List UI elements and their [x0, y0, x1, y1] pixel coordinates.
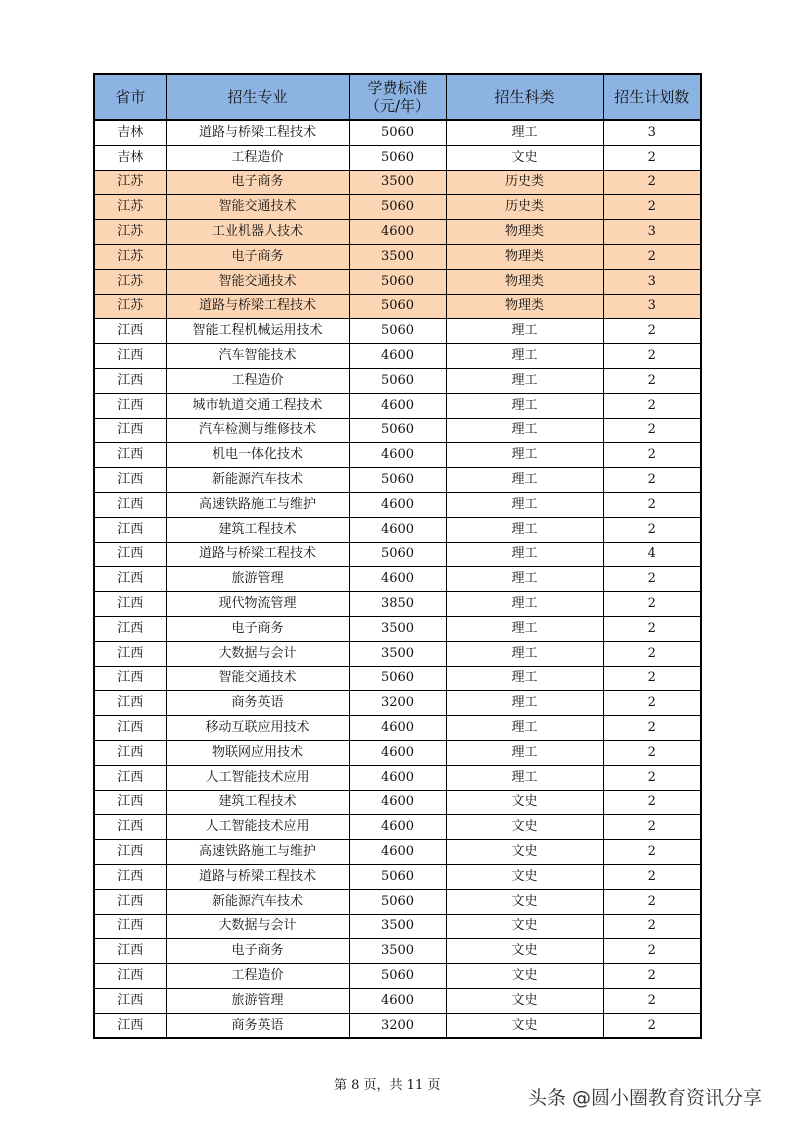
table-row — [94, 244, 701, 269]
category-cell: 文史 — [446, 145, 603, 170]
tuition-cell: 4600 — [349, 716, 446, 741]
plan-count-cell: 2 — [603, 443, 701, 468]
province-cell: 江西 — [94, 914, 166, 939]
province-cell: 江西 — [94, 393, 166, 418]
major-cell: 机电一体化技术 — [166, 443, 349, 468]
major-cell: 商务英语 — [166, 1013, 349, 1038]
category-cell: 理工 — [446, 567, 603, 592]
major-cell: 道路与桥梁工程技术 — [166, 120, 349, 145]
category-cell: 理工 — [446, 666, 603, 691]
plan-count-cell: 2 — [603, 889, 701, 914]
table-row — [94, 170, 701, 195]
major-cell: 建筑工程技术 — [166, 790, 349, 815]
tuition-cell: 4600 — [349, 393, 446, 418]
category-cell: 物理类 — [446, 244, 603, 269]
plan-count-cell: 2 — [603, 988, 701, 1013]
province-cell: 江西 — [94, 542, 166, 567]
category-cell: 理工 — [446, 443, 603, 468]
category-cell: 文史 — [446, 1013, 603, 1038]
tuition-cell: 4600 — [349, 988, 446, 1013]
tuition-cell: 4600 — [349, 443, 446, 468]
major-cell: 智能交通技术 — [166, 195, 349, 220]
plan-count-cell: 2 — [603, 641, 701, 666]
plan-count-cell: 2 — [603, 170, 701, 195]
table-row — [94, 542, 701, 567]
header-province: 省市 — [94, 74, 166, 120]
category-cell: 文史 — [446, 889, 603, 914]
category-cell: 理工 — [446, 740, 603, 765]
category-cell: 理工 — [446, 368, 603, 393]
tuition-cell: 5060 — [349, 294, 446, 319]
header-plan-count: 招生计划数 — [603, 74, 701, 120]
major-cell: 汽车检测与维修技术 — [166, 418, 349, 443]
tuition-cell: 4600 — [349, 344, 446, 369]
tuition-cell: 5060 — [349, 418, 446, 443]
table-row — [94, 195, 701, 220]
table-row — [94, 765, 701, 790]
category-cell: 文史 — [446, 964, 603, 989]
province-cell: 江西 — [94, 790, 166, 815]
province-cell: 江苏 — [94, 170, 166, 195]
tuition-cell: 4600 — [349, 567, 446, 592]
province-cell: 江西 — [94, 443, 166, 468]
tuition-cell: 5060 — [349, 319, 446, 344]
table-row — [94, 1013, 701, 1038]
tuition-cell: 5060 — [349, 368, 446, 393]
major-cell: 移动互联应用技术 — [166, 716, 349, 741]
plan-count-cell: 3 — [603, 269, 701, 294]
major-cell: 智能交通技术 — [166, 269, 349, 294]
plan-count-cell: 2 — [603, 145, 701, 170]
tuition-cell: 3500 — [349, 244, 446, 269]
plan-count-cell: 2 — [603, 244, 701, 269]
plan-count-cell: 2 — [603, 567, 701, 592]
tuition-cell: 5060 — [349, 542, 446, 567]
header-tuition: 学费标准 （元/年） — [349, 74, 446, 120]
tuition-cell: 3500 — [349, 939, 446, 964]
tuition-cell: 3200 — [349, 1013, 446, 1038]
major-cell: 建筑工程技术 — [166, 517, 349, 542]
province-cell: 江西 — [94, 1013, 166, 1038]
table-body — [94, 120, 701, 1038]
table-row — [94, 864, 701, 889]
province-cell: 江西 — [94, 864, 166, 889]
category-cell: 理工 — [446, 641, 603, 666]
table-row — [94, 468, 701, 493]
table-row — [94, 567, 701, 592]
table-row — [94, 691, 701, 716]
category-cell: 物理类 — [446, 269, 603, 294]
table-row — [94, 145, 701, 170]
category-cell: 文史 — [446, 840, 603, 865]
table-row — [94, 443, 701, 468]
tuition-cell: 4600 — [349, 790, 446, 815]
major-cell: 道路与桥梁工程技术 — [166, 542, 349, 567]
major-cell: 大数据与会计 — [166, 641, 349, 666]
major-cell: 工程造价 — [166, 964, 349, 989]
plan-count-cell: 2 — [603, 368, 701, 393]
major-cell: 物联网应用技术 — [166, 740, 349, 765]
province-cell: 江西 — [94, 666, 166, 691]
category-cell: 文史 — [446, 815, 603, 840]
province-cell: 江西 — [94, 468, 166, 493]
category-cell: 历史类 — [446, 195, 603, 220]
major-cell: 新能源汽车技术 — [166, 889, 349, 914]
plan-count-cell: 2 — [603, 740, 701, 765]
plan-count-cell: 2 — [603, 393, 701, 418]
province-cell: 江西 — [94, 765, 166, 790]
plan-count-cell: 2 — [603, 666, 701, 691]
tuition-cell: 4600 — [349, 815, 446, 840]
plan-count-cell: 2 — [603, 914, 701, 939]
tuition-cell: 5060 — [349, 269, 446, 294]
plan-count-cell: 2 — [603, 790, 701, 815]
major-cell: 高速铁路施工与维护 — [166, 840, 349, 865]
table-row — [94, 964, 701, 989]
category-cell: 文史 — [446, 988, 603, 1013]
table-row — [94, 492, 701, 517]
category-cell: 理工 — [446, 393, 603, 418]
major-cell: 工程造价 — [166, 145, 349, 170]
province-cell: 江西 — [94, 319, 166, 344]
page-number: 第 8 页，共 11 页 — [334, 1078, 441, 1093]
plan-count-cell: 2 — [603, 691, 701, 716]
plan-count-cell: 2 — [603, 319, 701, 344]
province-cell: 江苏 — [94, 220, 166, 245]
table-row — [94, 815, 701, 840]
tuition-cell: 4600 — [349, 220, 446, 245]
tuition-cell: 5060 — [349, 468, 446, 493]
table-row — [94, 740, 701, 765]
category-cell: 理工 — [446, 517, 603, 542]
tuition-cell: 4600 — [349, 517, 446, 542]
plan-count-cell: 2 — [603, 939, 701, 964]
major-cell: 道路与桥梁工程技术 — [166, 864, 349, 889]
category-cell: 理工 — [446, 765, 603, 790]
plan-count-cell: 2 — [603, 815, 701, 840]
major-cell: 道路与桥梁工程技术 — [166, 294, 349, 319]
table-row — [94, 914, 701, 939]
plan-count-cell: 2 — [603, 765, 701, 790]
plan-count-cell: 2 — [603, 195, 701, 220]
tuition-cell: 5060 — [349, 964, 446, 989]
province-cell: 吉林 — [94, 120, 166, 145]
plan-count-cell: 3 — [603, 220, 701, 245]
plan-count-cell: 3 — [603, 294, 701, 319]
category-cell: 文史 — [446, 864, 603, 889]
province-cell: 江西 — [94, 641, 166, 666]
table-row — [94, 393, 701, 418]
major-cell: 大数据与会计 — [166, 914, 349, 939]
tuition-cell: 5060 — [349, 120, 446, 145]
major-cell: 新能源汽车技术 — [166, 468, 349, 493]
province-cell: 江西 — [94, 616, 166, 641]
major-cell: 工业机器人技术 — [166, 220, 349, 245]
table-row — [94, 517, 701, 542]
category-cell: 理工 — [446, 716, 603, 741]
category-cell: 理工 — [446, 691, 603, 716]
tuition-cell: 4600 — [349, 740, 446, 765]
table-row — [94, 716, 701, 741]
category-cell: 文史 — [446, 790, 603, 815]
major-cell: 电子商务 — [166, 616, 349, 641]
table-row — [94, 641, 701, 666]
plan-count-cell: 2 — [603, 964, 701, 989]
major-cell: 商务英语 — [166, 691, 349, 716]
province-cell: 江西 — [94, 592, 166, 617]
category-cell: 理工 — [446, 616, 603, 641]
plan-count-cell: 3 — [603, 120, 701, 145]
major-cell: 旅游管理 — [166, 567, 349, 592]
major-cell: 工程造价 — [166, 368, 349, 393]
province-cell: 江西 — [94, 716, 166, 741]
tuition-cell: 3500 — [349, 641, 446, 666]
province-cell: 江西 — [94, 939, 166, 964]
table-row — [94, 120, 701, 145]
category-cell: 理工 — [446, 468, 603, 493]
major-cell: 智能交通技术 — [166, 666, 349, 691]
major-cell: 电子商务 — [166, 939, 349, 964]
major-cell: 高速铁路施工与维护 — [166, 492, 349, 517]
plan-count-cell: 2 — [603, 716, 701, 741]
major-cell: 城市轨道交通工程技术 — [166, 393, 349, 418]
table-row — [94, 939, 701, 964]
tuition-cell: 3500 — [349, 616, 446, 641]
header-major: 招生专业 — [166, 74, 349, 120]
table-row — [94, 840, 701, 865]
plan-count-cell: 4 — [603, 542, 701, 567]
tuition-cell: 4600 — [349, 492, 446, 517]
category-cell: 理工 — [446, 319, 603, 344]
category-cell: 历史类 — [446, 170, 603, 195]
province-cell: 江西 — [94, 889, 166, 914]
major-cell: 旅游管理 — [166, 988, 349, 1013]
province-cell: 江西 — [94, 344, 166, 369]
province-cell: 江苏 — [94, 294, 166, 319]
plan-count-cell: 2 — [603, 468, 701, 493]
plan-count-cell: 2 — [603, 517, 701, 542]
category-cell: 理工 — [446, 492, 603, 517]
province-cell: 江西 — [94, 492, 166, 517]
watermark: 头条 @圆小圈教育资讯分享 — [528, 1087, 763, 1109]
plan-count-cell: 2 — [603, 492, 701, 517]
province-cell: 江西 — [94, 418, 166, 443]
category-cell: 理工 — [446, 120, 603, 145]
plan-count-cell: 2 — [603, 344, 701, 369]
province-cell: 江西 — [94, 840, 166, 865]
province-cell: 江西 — [94, 567, 166, 592]
tuition-cell: 3850 — [349, 592, 446, 617]
major-cell: 人工智能技术应用 — [166, 815, 349, 840]
province-cell: 江西 — [94, 368, 166, 393]
province-cell: 吉林 — [94, 145, 166, 170]
header-category: 招生科类 — [446, 74, 603, 120]
province-cell: 江西 — [94, 988, 166, 1013]
tuition-cell: 4600 — [349, 840, 446, 865]
category-cell: 理工 — [446, 592, 603, 617]
table-row — [94, 616, 701, 641]
table-row — [94, 889, 701, 914]
table-row — [94, 592, 701, 617]
table-row — [94, 368, 701, 393]
header-row — [94, 74, 701, 120]
major-cell: 人工智能技术应用 — [166, 765, 349, 790]
category-cell: 物理类 — [446, 294, 603, 319]
table-row — [94, 294, 701, 319]
category-cell: 理工 — [446, 418, 603, 443]
category-cell: 文史 — [446, 914, 603, 939]
province-cell: 江苏 — [94, 195, 166, 220]
plan-count-cell: 2 — [603, 616, 701, 641]
category-cell: 理工 — [446, 542, 603, 567]
province-cell: 江苏 — [94, 244, 166, 269]
table-row — [94, 319, 701, 344]
major-cell: 现代物流管理 — [166, 592, 349, 617]
major-cell: 电子商务 — [166, 244, 349, 269]
province-cell: 江西 — [94, 815, 166, 840]
tuition-cell: 5060 — [349, 889, 446, 914]
province-cell: 江西 — [94, 517, 166, 542]
province-cell: 江苏 — [94, 269, 166, 294]
plan-count-cell: 2 — [603, 864, 701, 889]
province-cell: 江西 — [94, 691, 166, 716]
table-row — [94, 790, 701, 815]
tuition-cell: 3500 — [349, 170, 446, 195]
tuition-cell: 5060 — [349, 864, 446, 889]
table-row — [94, 666, 701, 691]
plan-count-cell: 2 — [603, 1013, 701, 1038]
category-cell: 物理类 — [446, 220, 603, 245]
table-row — [94, 988, 701, 1013]
table-row — [94, 418, 701, 443]
enrollment-plan-table — [93, 73, 702, 1039]
table-row — [94, 220, 701, 245]
tuition-cell: 3200 — [349, 691, 446, 716]
tuition-cell: 5060 — [349, 195, 446, 220]
major-cell: 电子商务 — [166, 170, 349, 195]
province-cell: 江西 — [94, 740, 166, 765]
major-cell: 汽车智能技术 — [166, 344, 349, 369]
tuition-cell: 5060 — [349, 145, 446, 170]
plan-count-cell: 2 — [603, 840, 701, 865]
major-cell: 智能工程机械运用技术 — [166, 319, 349, 344]
plan-count-cell: 2 — [603, 592, 701, 617]
tuition-cell: 4600 — [349, 765, 446, 790]
table-row — [94, 269, 701, 294]
table-row — [94, 344, 701, 369]
category-cell: 文史 — [446, 939, 603, 964]
tuition-cell: 3500 — [349, 914, 446, 939]
plan-count-cell: 2 — [603, 418, 701, 443]
tuition-cell: 5060 — [349, 666, 446, 691]
province-cell: 江西 — [94, 964, 166, 989]
category-cell: 理工 — [446, 344, 603, 369]
